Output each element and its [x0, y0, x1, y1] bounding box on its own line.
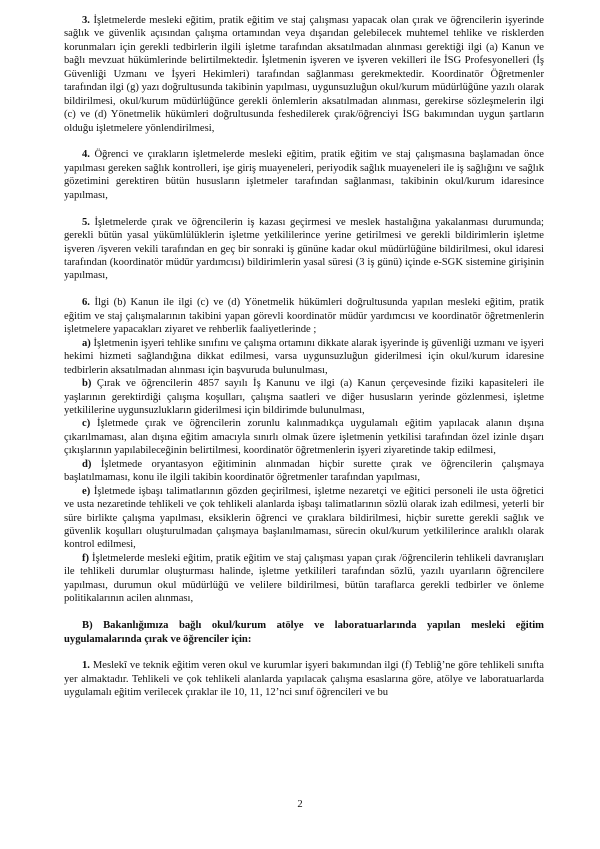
- subitem-letter: b): [82, 378, 92, 390]
- subitem-e: [64, 485, 544, 552]
- subitem-letter: d): [82, 458, 92, 470]
- subitem-letter: a): [82, 337, 91, 349]
- item-text: Meslekî ve teknik eğitim veren okul ve kurumlar işyeri bakımından ilgi (f) Tebliğ’ne göre tehlikeli sınıfta yer almaktadır. Tehlikeli ve çok tehlikeli alanlarda yapılacak çalışma esaslarına göre, atölye ve laboratuarlarda uygulamalı eğitim verilecek çıraklar ile 10, 11, 12’nci sınıf öğrencileri ve bu: [64, 660, 544, 699]
- item-text: İşletmelerde mesleki eğitim, pratik eğitim ve staj çalışması yapacak olan çırak ve öğrencilerin işyerinde sağlık ve güvenlik açısından çalışma ortamından veya dışarıdan gelebilecek muhtemel tehlike ve risklerden korunmaları için gerekli tedbirlerin ilgili işletme tarafından aksatılmadan alınması gerektiği ilgi (a) Kanun ve bağlı mevzuat hükümlerinde belirtilmektedir. İşletmenin işveren ve işveren vekilleri ile İSG Profesyonelleri (İş Güvenliği Uzmanı ve İşyeri Hekimleri) tarafından sağlanması gerekmektedir. Koordinatör Öğretmenler tarafından ilgi (g) yazı doğrultusunda takibinin yapılması, uygunsuzluğun okul/kurum müdürlüğüne yazılı olarak bildirilmesi, okul/kurum müdürlüğünce gerekli önlemlerin aksatılmadan alınması, gerekirse sözleşmelerin ilgi (c) ve (d) Yönetmelik hükümleri doğrultusunda feshedilerek çırak/öğrenciyi İSG bakımından uygun şartların olduğu işletmelere yönlendirilmesi,: [64, 15, 544, 134]
- paragraph-item-5: [64, 216, 544, 283]
- section-b-heading: B) Bakanlığımıza bağlı okul/kurum atölye ve laboratuarlarında yapılan mesleki eğitim uygulamalarında çırak ve öğrenciler için:: [64, 620, 544, 645]
- subitem-text: İşletmenin işyeri tehlike sınıfını ve çalışma ortamını dikkate alarak işyerinde iş güvenliği uzmanı ve işyeri hekimi hizmeti sağlandığına dikkat edilmesi, varsa uygunsuzluğun giderilmesi için okul/kurum idaresine tedbirlerin aksatılmadan alınması için başvuruda bulunulması,: [64, 337, 544, 376]
- subitem-c: [64, 417, 544, 457]
- subitem-letter: c): [82, 418, 91, 430]
- item-number: 3.: [82, 15, 90, 26]
- subitem-letter: f): [82, 552, 90, 564]
- item-text: İlgi (b) Kanun ile ilgi (c) ve (d) Yönetmelik hükümleri doğrultusunda yapılan mesleki eğitim, pratik eğitim ve staj çalışmalarının takibini yapan görevli koordinatör müdür yardımcısı ve koordinatör öğretmenlerin işletmelere yapacakları ziyaret ve rehberlik faaliyetlerinde ;: [64, 297, 544, 336]
- subitem-text: İşletmede çırak ve öğrencilerin zorunlu kalınmadıkça uygulamalı eğitim yapılacak alanın dışına çıkarılmaması, alan dışına eğitim amacıyla sınırlı olmak üzere işletmenin yetkilisi tarafından özel izinle dışarı çıkışlarının yapılabileceğinin belirtilmesi, koordinatör öğretmenlerin işyeri ziyaretinde takip edilmesi,: [64, 418, 544, 457]
- paragraph-item-3: [64, 14, 544, 135]
- subitem-text: Çırak ve öğrencilerin 4857 sayılı İş Kanunu ve ilgi (a) Kanun çerçevesinde fiziki kapasiteleri ile yaşlarının gerektirdiği çalışma koşulları, çalışma saatleri ve diğer hususların yerinde gözlenmesi, işletme yetkililerine uygunsuzlukların giderilmesi için bildirimde bulunulması,: [64, 378, 544, 416]
- subitem-a: [64, 337, 544, 377]
- item-number: 4.: [82, 149, 90, 161]
- item-number: 6.: [82, 297, 90, 309]
- item-number: 1.: [82, 660, 90, 672]
- page-number: 2: [297, 799, 303, 810]
- item-number: 5.: [82, 216, 90, 228]
- subitem-text: İşletmede işbaşı talimatlarının gözden geçirilmesi, işletme nezaretçi ve eğitici personeli ile usta öğretici ve usta nezaretinde tehlikeli ve çok tehlikeli alanlarda işbaşı talimatlarının sözlü olarak izah edilmesi, yeterli bir süre birlikte çalışma yapılması, eksiklerin öğrenci ve çıraklara bildirilmesi, hiçbir surette gerekli sağlık ve güvenlik koşulları oluşturulmadan çalışmaya başlanılmaması, sürecin okul/kurum yetkililerince aralıklı olarak kontrol edilmesi,: [64, 485, 544, 551]
- paragraph-item-4: [64, 148, 544, 202]
- paragraph-item-6: [64, 296, 544, 336]
- subitem-d: [64, 458, 544, 485]
- subitem-letter: e): [82, 485, 91, 497]
- subitem-text: İşletmede oryantasyon eğitiminin alınmadan hiçbir surette çırak ve öğrencilerin çalışmaya başlatılmaması, konu ile ilgili takibin koordinatör öğretmenler tarafından yapılması,: [64, 458, 544, 484]
- subitem-b: [64, 377, 544, 417]
- item-text: İşletmelerde çırak ve öğrencilerin iş kazası geçirmesi ve meslek hastalığına yakalanması durumunda; gerekli bütün yasal yükümlülüklerin işletme yetkililerince yerine getirilmesi ve gerekli bildirimlerin işletme işveren /işveren vekili tarafından en geç bir sonraki iş gününe kadar okul müdürlüğüne bildirilmesi, okul idaresi tarafından (koordinatör müdür yardımcısı) bildirimlerin yasal süresi (3 iş günü) içinde e-SGK sistemine girişinin yapılması,: [64, 216, 544, 282]
- subitem-f: [64, 552, 544, 606]
- section-b-item-1: [64, 659, 544, 699]
- item-text: Öğrenci ve çırakların işletmelerde mesleki eğitim, pratik eğitim ve staj çalışmasına başlamadan önce yapılması gereken sağlık kontrolleri, işe giriş muayeneleri, periyodik sağlık muayeneleri ile iş sağlığını ve sağlık gözetimini gerektiren bütün hususların işletmeler tarafından sağlanması, takibinin okul/kurum idaresince yapılması,: [64, 149, 544, 201]
- subitem-text: İşletmelerde mesleki eğitim, pratik eğitim ve staj çalışması yapan çırak /öğrencilerin tehlikeli davranışları ile tehlikeli durumlar oluşturması halinde, işletme yetkilileri tarafından sözlü, yazılı uyarıların öğrencilere yapılması, durumun okul müdürlüğü ve velilere bildirilmesi, bütün taraflarca gerekli tedbirler ve önleme politikalarının acilen alınması,: [64, 552, 544, 605]
